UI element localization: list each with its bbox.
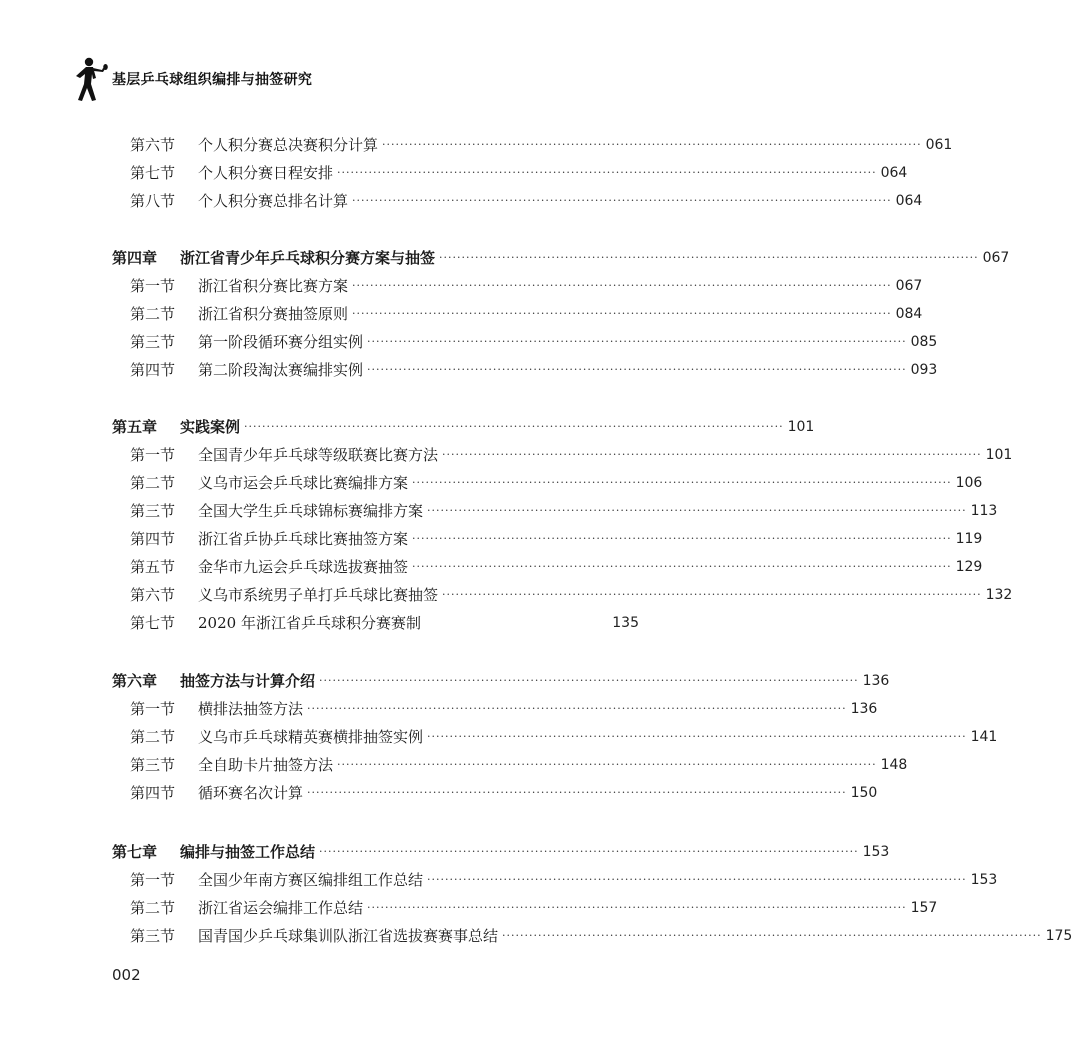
toc-entry-number: 第二节 [130, 728, 176, 746]
toc-entry-page: 067 [982, 250, 1010, 266]
toc-entry-number: 第三节 [130, 756, 176, 774]
toc-section-entry [112, 581, 1013, 605]
toc-entry-number: 第四节 [130, 784, 176, 802]
toc-chapter-entry [112, 838, 890, 862]
toc-entry-page: 150 [850, 785, 878, 801]
toc-entry-number: 第二节 [130, 899, 176, 917]
toc-entry-page: 067 [895, 278, 923, 294]
toc-entry-number: 第二节 [130, 305, 176, 323]
toc-entry-page: 153 [970, 872, 998, 888]
dot-leader: ························································································································ [502, 929, 1042, 942]
toc-entry-title: 个人积分赛总决赛积分计算 [198, 136, 379, 154]
toc-entry-title: 义乌市乒乓球精英赛横排抽签实例 [198, 728, 424, 746]
toc-section-entry [112, 609, 639, 633]
toc-entry-number: 第六节 [130, 586, 176, 604]
toc-entry-page: 136 [850, 701, 878, 717]
dot-leader: ························································································································ [367, 363, 907, 376]
toc-entry-title: 实践案例 [180, 418, 241, 436]
dot-leader: ························································································································ [427, 730, 967, 743]
toc-entry-page: 093 [910, 362, 938, 378]
toc-section-entry [112, 497, 998, 521]
toc-section-entry [112, 922, 1072, 946]
dot-leader: ························································································································ [439, 251, 979, 264]
table-tennis-player-icon [72, 56, 108, 102]
toc-section-entry [112, 300, 923, 324]
toc-section-entry [112, 131, 953, 155]
dot-leader: ························································································································ [442, 588, 982, 601]
toc-section-entry [112, 751, 908, 775]
toc-entry-number: 第三节 [130, 502, 176, 520]
toc-entry-title: 浙江省青少年乒乓球积分赛方案与抽签 [180, 249, 436, 267]
dot-leader: ························································································································ [412, 476, 952, 489]
toc-section-entry [112, 525, 983, 549]
toc-section-entry [112, 469, 983, 493]
toc-entry-title: 第二阶段淘汰赛编排实例 [198, 361, 364, 379]
dot-leader: ························································································································ [319, 674, 859, 687]
toc-entry-title: 循环赛名次计算 [198, 784, 304, 802]
toc-entry-number: 第四章 [112, 249, 158, 267]
toc-entry-page: 113 [970, 503, 998, 519]
toc-entry-page: 153 [862, 844, 890, 860]
toc-entry-page: 119 [955, 531, 983, 547]
toc-chapter-entry [112, 667, 890, 691]
toc-entry-page: 175 [1045, 928, 1072, 944]
page-number: 002 [112, 966, 141, 984]
toc-entry-page: 135 [612, 615, 639, 631]
toc-entry-title: 浙江省乒协乒乓球比赛抽签方案 [198, 530, 409, 548]
toc-section-entry [112, 723, 998, 747]
toc-entry-number: 第五节 [130, 558, 176, 576]
toc-entry-title: 2020 年浙江省乒乓球积分赛赛制 [198, 614, 421, 632]
dot-leader: ························································································································ [337, 166, 877, 179]
toc-entry-page: 085 [910, 334, 938, 350]
toc-entry-number: 第三节 [130, 927, 176, 945]
toc-section-entry [112, 159, 908, 183]
toc-entry-number: 第七节 [130, 164, 176, 182]
toc-section-entry [112, 272, 923, 296]
toc-entry-number: 第四节 [130, 530, 176, 548]
toc-entry-page: 132 [985, 587, 1013, 603]
toc-entry-title: 浙江省积分赛比赛方案 [198, 277, 349, 295]
toc-entry-title: 金华市九运会乒乓球选拔赛抽签 [198, 558, 409, 576]
toc-entry-number: 第三节 [130, 333, 176, 351]
book-title: 基层乒乓球组织编排与抽签研究 [112, 72, 313, 88]
toc-entry-page: 129 [955, 559, 983, 575]
toc-section-entry [112, 866, 998, 890]
toc-entry-page: 106 [955, 475, 983, 491]
dot-leader: ························································································································ [319, 845, 859, 858]
toc-section-entry [112, 356, 938, 380]
dot-leader: ························································································································ [352, 307, 892, 320]
toc-entry-page: 064 [880, 165, 908, 181]
dot-leader: ························································································································ [367, 335, 907, 348]
toc-entry-number: 第七章 [112, 843, 158, 861]
toc-entry-number: 第五章 [112, 418, 158, 436]
dot-leader: ························································································································ [412, 532, 952, 545]
dot-leader: ························································································································ [412, 560, 952, 573]
toc-entry-number: 第四节 [130, 361, 176, 379]
toc-section-entry [112, 894, 938, 918]
toc-entry-title: 全国青少年乒乓球等级联赛比赛方法 [198, 446, 439, 464]
toc-entry-title: 第一阶段循环赛分组实例 [198, 333, 364, 351]
toc-section-entry [112, 328, 938, 352]
toc-entry-title: 抽签方法与计算介绍 [180, 672, 316, 690]
toc-entry-page: 136 [862, 673, 890, 689]
dot-leader: ························································································································ [382, 138, 922, 151]
toc-chapter-entry [112, 413, 815, 437]
dot-leader: ························································································································ [337, 758, 877, 771]
toc-entry-title: 义乌市系统男子单打乒乓球比赛抽签 [198, 586, 439, 604]
toc-section-entry [112, 187, 923, 211]
dot-leader: ························································································································ [427, 873, 967, 886]
dot-leader: ························································································································ [442, 448, 982, 461]
toc-entry-title: 浙江省运会编排工作总结 [198, 899, 364, 917]
toc-entry-number: 第一节 [130, 700, 176, 718]
toc-entry-title: 全自助卡片抽签方法 [198, 756, 334, 774]
toc-entry-page: 157 [910, 900, 938, 916]
toc-entry-title: 全国大学生乒乓球锦标赛编排方案 [198, 502, 424, 520]
toc-entry-number: 第一节 [130, 446, 176, 464]
toc-chapter-entry [112, 244, 1010, 268]
toc-entry-title: 义乌市运会乒乓球比赛编排方案 [198, 474, 409, 492]
toc-section-entry [112, 553, 983, 577]
toc-entry-title: 个人积分赛日程安排 [198, 164, 334, 182]
dot-leader: ························································································································ [244, 420, 784, 433]
dot-leader: ························································································································ [307, 786, 847, 799]
toc-entry-number: 第六章 [112, 672, 158, 690]
toc-entry-number: 第六节 [130, 136, 176, 154]
toc-entry-number: 第二节 [130, 474, 176, 492]
toc-entry-page: 101 [985, 447, 1013, 463]
dot-leader: ························································································································ [352, 194, 892, 207]
dot-leader: ························································································································ [367, 901, 907, 914]
toc-entry-title: 全国少年南方赛区编排组工作总结 [198, 871, 424, 889]
toc-entry-page: 141 [970, 729, 998, 745]
toc-entry-page: 061 [925, 137, 953, 153]
toc-entry-number: 第一节 [130, 277, 176, 295]
toc-entry-page: 101 [787, 419, 815, 435]
toc-entry-title: 国青国少乒乓球集训队浙江省选拔赛赛事总结 [198, 927, 499, 945]
toc-section-entry [112, 779, 878, 803]
toc-section-entry [112, 695, 878, 719]
toc-entry-number: 第八节 [130, 192, 176, 210]
running-header [72, 54, 692, 104]
toc-entry-number: 第一节 [130, 871, 176, 889]
toc-entry-number: 第七节 [130, 614, 176, 632]
toc-entry-page: 064 [895, 193, 923, 209]
dot-leader: ························································································································ [307, 702, 847, 715]
toc-entry-title: 横排法抽签方法 [198, 700, 304, 718]
toc-entry-page: 148 [880, 757, 908, 773]
toc-entry-page: 084 [895, 306, 923, 322]
toc-entry-title: 个人积分赛总排名计算 [198, 192, 349, 210]
toc-section-entry [112, 441, 1013, 465]
dot-leader: ························································································································ [352, 279, 892, 292]
toc-entry-title: 浙江省积分赛抽签原则 [198, 305, 349, 323]
dot-leader: ························································································································ [427, 504, 967, 517]
toc-entry-title: 编排与抽签工作总结 [180, 843, 316, 861]
